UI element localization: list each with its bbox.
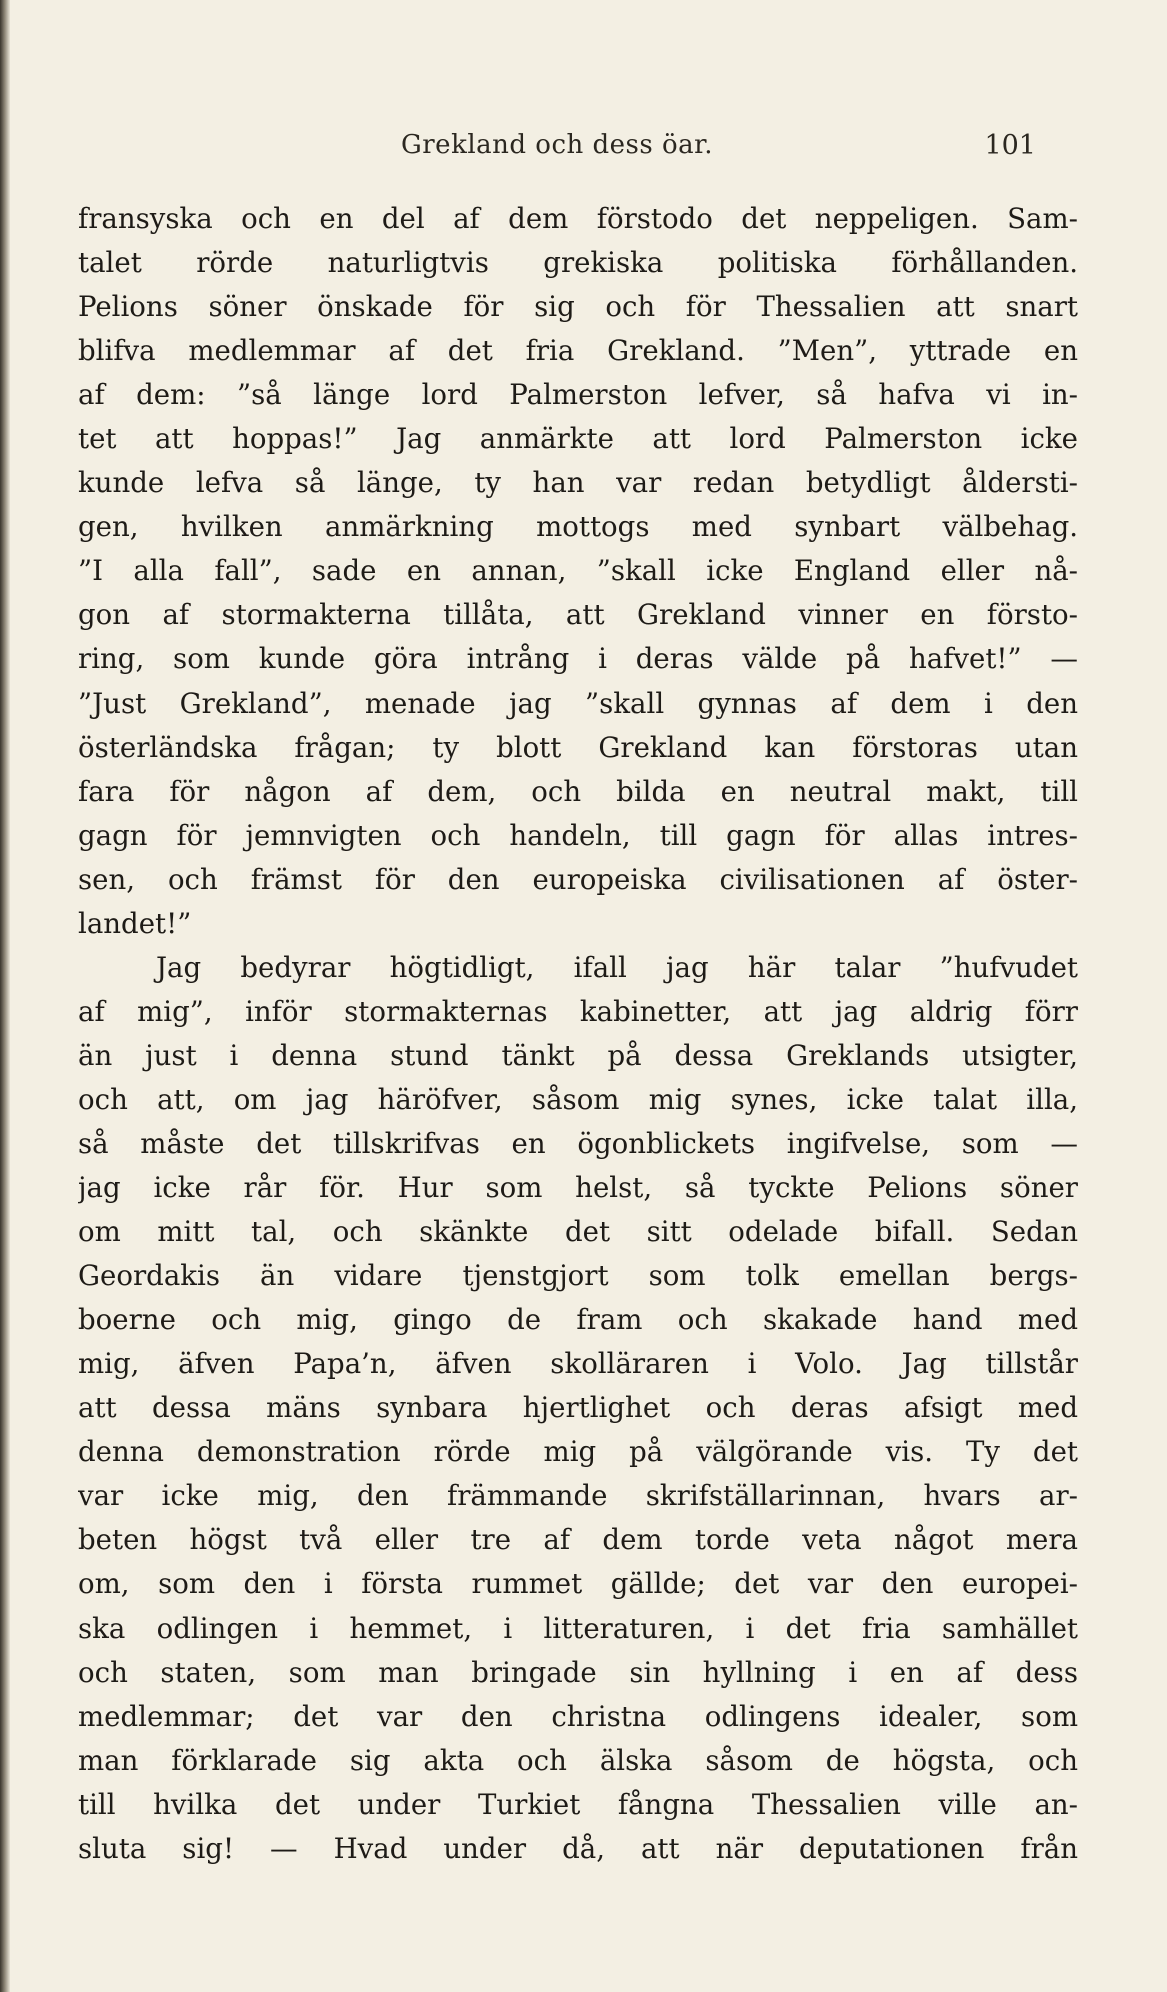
text-line: att dessa mäns synbara hjertlighet och deras afsigt med <box>78 1391 1078 1425</box>
text-line: gen, hvilken anmärkning mottogs med synbart välbehag. <box>78 510 1078 544</box>
text-line: om, som den i första rummet gällde; det var den europei- <box>78 1567 1078 1601</box>
text-line: blifva medlemmar af det fria Grekland. ”Men”, yttrade en <box>78 334 1078 368</box>
text-line: och att, om jag häröfver, såsom mig synes, icke talat illa, <box>78 1082 1078 1116</box>
text-line: landet!” <box>78 906 192 940</box>
text-line: österländska frågan; ty blott Grekland kan förstoras utan <box>78 730 1078 764</box>
text-line: sluta sig! — Hvad under då, att när deputationen från <box>78 1831 1078 1865</box>
text-line: ring, som kunde göra intrång i deras välde på hafvet!” — <box>78 642 1078 676</box>
text-line: boerne och mig, gingo de fram och skakade hand med <box>78 1303 1078 1337</box>
text-line: sen, och främst för den europeiska civilisationen af öster- <box>78 862 1078 896</box>
body-text <box>78 197 1078 1871</box>
text-line: så måste det tillskrifvas en ögonblickets ingifvelse, som — <box>78 1126 1078 1160</box>
text-line: om mitt tal, och skänkte det sitt odelade bifall. Sedan <box>78 1215 1078 1249</box>
text-line: till hvilka det under Turkiet fångna Thessalien ville an- <box>78 1787 1078 1821</box>
text-line: denna demonstration rörde mig på välgörande vis. Ty det <box>78 1435 1078 1469</box>
text-line: man förklarade sig akta och älska såsom de högsta, och <box>78 1743 1078 1777</box>
text-line: jag icke rår för. Hur som helst, så tyckte Pelions söner <box>78 1171 1078 1205</box>
text-line: var icke mig, den främmande skrifställarinnan, hvars ar- <box>78 1479 1078 1513</box>
text-line: beten högst två eller tre af dem torde veta något mera <box>78 1523 1078 1557</box>
text-line: än just i denna stund tänkt på dessa Greklands utsigter, <box>78 1038 1078 1072</box>
text-line: fransyska och en del af dem förstodo det neppeligen. Sam- <box>78 202 1078 235</box>
text-line: gagn för jemnvigten och handeln, till gagn för allas intres- <box>78 818 1078 852</box>
text-line: gon af stormakterna tillåta, att Grekland vinner en försto- <box>78 598 1078 632</box>
text-line: medlemmar; det var den christna odlingens idealer, som <box>78 1699 1078 1733</box>
text-line: ”I alla fall”, sade en annan, ”skall icke England eller nå- <box>78 554 1078 588</box>
text-line: af dem: ”så länge lord Palmerston lefver, så hafva vi in- <box>78 378 1078 412</box>
text-line: ska odlingen i hemmet, i litteraturen, i det fria samhället <box>78 1611 1078 1645</box>
text-line: tet att hoppas!” Jag anmärkte att lord Palmerston icke <box>78 422 1078 456</box>
text-line: Jag bedyrar högtidligt, ifall jag här talar ”hufvudet <box>156 950 1078 984</box>
running-title: Grekland och dess öar. <box>400 130 713 160</box>
page-number: 101 <box>984 130 1036 161</box>
text-line: talet rörde naturligtvis grekiska politiska förhållanden. <box>78 246 1078 280</box>
text-line: kunde lefva så länge, ty han var redan betydligt åldersti- <box>78 466 1078 500</box>
text-line: Pelions söner önskade för sig och för Thessalien att snart <box>78 290 1078 324</box>
text-line: mig, äfven Papa’n, äfven skolläraren i Volo. Jag tillstår <box>78 1347 1078 1381</box>
text-line: Geordakis än vidare tjenstgjort som tolk emellan bergs- <box>78 1259 1078 1293</box>
text-line: och staten, som man bringade sin hyllning i en af dess <box>78 1655 1078 1689</box>
text-line: fara för någon af dem, och bilda en neutral makt, till <box>78 774 1078 808</box>
text-line: ”Just Grekland”, menade jag ”skall gynnas af dem i den <box>78 686 1078 720</box>
running-head <box>78 130 1036 170</box>
text-line: af mig”, inför stormakternas kabinetter, att jag aldrig förr <box>78 994 1078 1028</box>
